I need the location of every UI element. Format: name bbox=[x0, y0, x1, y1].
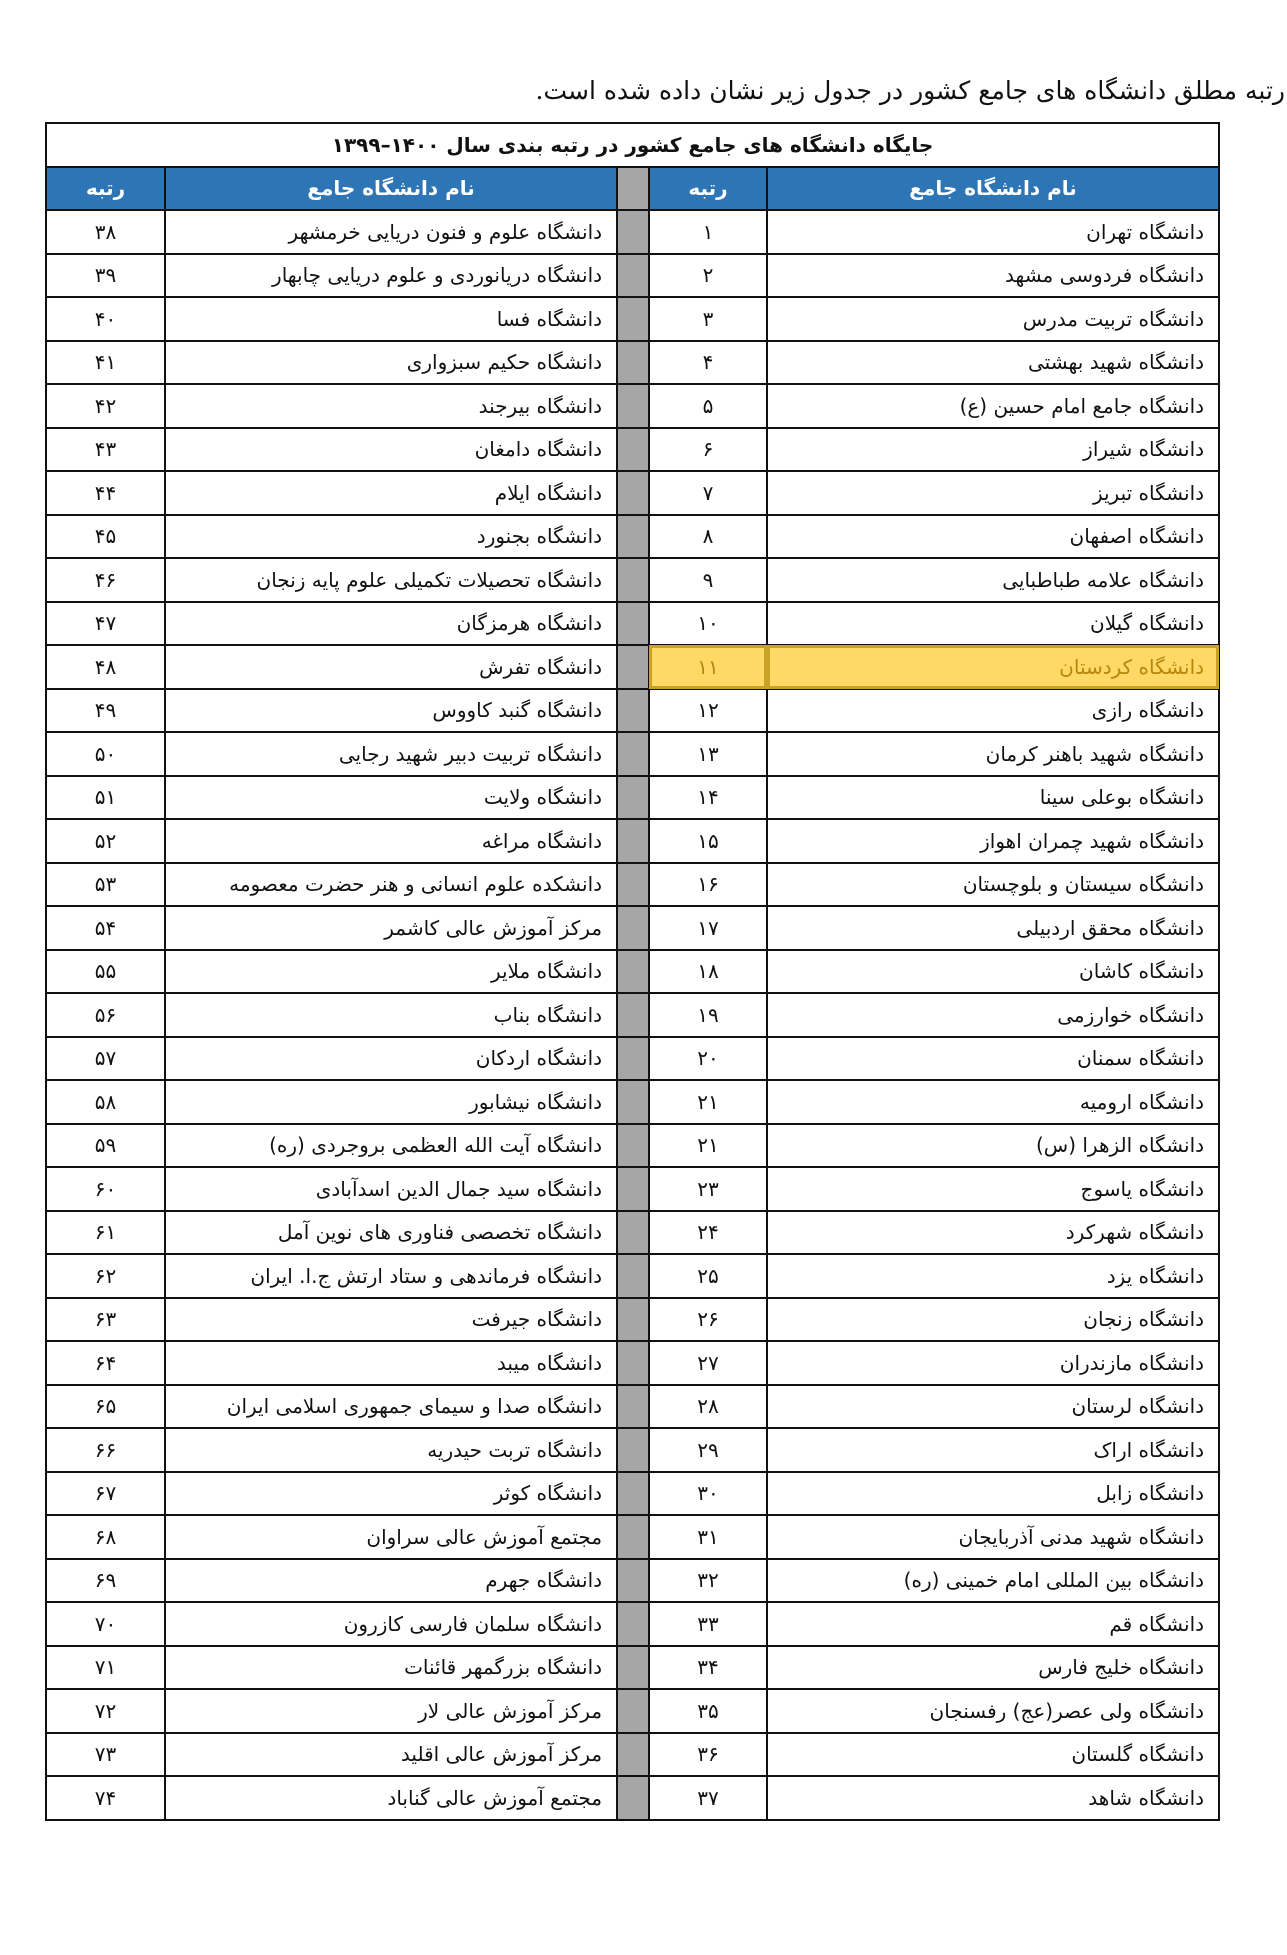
university-name: دانشگاه گلستان bbox=[767, 1733, 1219, 1777]
university-ranking-table bbox=[45, 122, 1220, 1821]
university-name: دانشگاه تفرش bbox=[165, 645, 617, 689]
column-separator bbox=[617, 1515, 649, 1559]
table-row bbox=[46, 1080, 1219, 1124]
column-separator bbox=[617, 1385, 649, 1429]
university-name: دانشگاه بناب bbox=[165, 993, 617, 1037]
table-row bbox=[46, 428, 1219, 472]
header-name-left: نام دانشگاه جامع bbox=[165, 167, 617, 211]
university-rank: ۷۲ bbox=[46, 1689, 165, 1733]
university-rank: ۴۹ bbox=[46, 689, 165, 733]
university-name: دانشگاه زابل bbox=[767, 1472, 1219, 1516]
university-name: دانشگاه ولایت bbox=[165, 776, 617, 820]
column-separator bbox=[617, 471, 649, 515]
table-row bbox=[46, 993, 1219, 1037]
university-rank: ۱۰ bbox=[649, 602, 767, 646]
column-separator bbox=[617, 1472, 649, 1516]
university-name: دانشگاه صدا و سیمای جمهوری اسلامی ایران bbox=[165, 1385, 617, 1429]
university-rank: ۴۰ bbox=[46, 297, 165, 341]
university-name: دانشگاه زنجان bbox=[767, 1298, 1219, 1342]
university-rank: ۳۱ bbox=[649, 1515, 767, 1559]
column-separator bbox=[617, 863, 649, 907]
table-row bbox=[46, 297, 1219, 341]
university-name: دانشگاه مراغه bbox=[165, 819, 617, 863]
university-name: دانشگاه تخصصی فناوری های نوین آمل bbox=[165, 1211, 617, 1255]
university-rank: ۵۹ bbox=[46, 1124, 165, 1168]
intro-text: رتبه مطلق دانشگاه های جامع کشور در جدول زیر نشان داده شده است. bbox=[535, 76, 1285, 105]
header-rank-right: رتبه bbox=[649, 167, 767, 211]
university-name: مجتمع آموزش عالی گناباد bbox=[165, 1776, 617, 1820]
table-title: جایگاه دانشگاه های جامع کشور در رتبه بندی سال ۱۴۰۰–۱۳۹۹ bbox=[46, 123, 1219, 167]
table-row bbox=[46, 1559, 1219, 1603]
university-rank: ۵۸ bbox=[46, 1080, 165, 1124]
column-separator bbox=[617, 1298, 649, 1342]
university-name: دانشگاه آیت الله العظمی بروجردی (ره) bbox=[165, 1124, 617, 1168]
table-row bbox=[46, 1602, 1219, 1646]
university-name: دانشگاه دامغان bbox=[165, 428, 617, 472]
university-rank: ۸ bbox=[649, 515, 767, 559]
university-rank: ۴۲ bbox=[46, 384, 165, 428]
university-name: دانشگاه جیرفت bbox=[165, 1298, 617, 1342]
table-row bbox=[46, 1646, 1219, 1690]
university-name: دانشگاه حکیم سبزواری bbox=[165, 341, 617, 385]
university-name: دانشگاه سید جمال الدین اسدآبادی bbox=[165, 1167, 617, 1211]
university-rank: ۲۴ bbox=[649, 1211, 767, 1255]
university-name: دانشگاه گیلان bbox=[767, 602, 1219, 646]
table-row bbox=[46, 1254, 1219, 1298]
table-row bbox=[46, 558, 1219, 602]
university-name: دانشگاه هرمزگان bbox=[165, 602, 617, 646]
university-rank: ۳۸ bbox=[46, 210, 165, 254]
university-name: دانشگاه کاشان bbox=[767, 950, 1219, 994]
university-rank: ۲۶ bbox=[649, 1298, 767, 1342]
column-separator bbox=[617, 776, 649, 820]
university-rank: ۵۴ bbox=[46, 906, 165, 950]
university-name: دانشگاه شاهد bbox=[767, 1776, 1219, 1820]
university-rank: ۴۷ bbox=[46, 602, 165, 646]
university-name: دانشگاه شهید باهنر کرمان bbox=[767, 732, 1219, 776]
university-rank: ۱۱ bbox=[649, 645, 767, 689]
university-name: دانشگاه شهید چمران اهواز bbox=[767, 819, 1219, 863]
university-rank: ۴۴ bbox=[46, 471, 165, 515]
column-separator bbox=[617, 1733, 649, 1777]
university-name: دانشگاه شیراز bbox=[767, 428, 1219, 472]
university-rank: ۵۱ bbox=[46, 776, 165, 820]
university-rank: ۱۷ bbox=[649, 906, 767, 950]
university-name: دانشگاه تبریز bbox=[767, 471, 1219, 515]
university-name: دانشگاه اردکان bbox=[165, 1037, 617, 1081]
university-name: دانشگاه ارومیه bbox=[767, 1080, 1219, 1124]
column-separator bbox=[617, 1646, 649, 1690]
university-rank: ۵۵ bbox=[46, 950, 165, 994]
university-name: مرکز آموزش عالی لار bbox=[165, 1689, 617, 1733]
university-rank: ۵ bbox=[649, 384, 767, 428]
column-separator bbox=[617, 1689, 649, 1733]
column-separator bbox=[617, 993, 649, 1037]
university-rank: ۴۳ bbox=[46, 428, 165, 472]
university-name: دانشگاه شهید بهشتی bbox=[767, 341, 1219, 385]
university-name: دانشگاه تحصیلات تکمیلی علوم پایه زنجان bbox=[165, 558, 617, 602]
university-rank: ۳۷ bbox=[649, 1776, 767, 1820]
header-rank-left: رتبه bbox=[46, 167, 165, 211]
university-rank: ۹ bbox=[649, 558, 767, 602]
university-rank: ۵۷ bbox=[46, 1037, 165, 1081]
university-name: دانشگاه فرماندهی و ستاد ارتش ج.ا. ایران bbox=[165, 1254, 617, 1298]
university-rank: ۷۳ bbox=[46, 1733, 165, 1777]
table-row bbox=[46, 602, 1219, 646]
table-row bbox=[46, 1298, 1219, 1342]
university-name: دانشگاه تربت حیدریه bbox=[165, 1428, 617, 1472]
university-rank: ۱۹ bbox=[649, 993, 767, 1037]
university-name: دانشگاه بزرگمهر قائنات bbox=[165, 1646, 617, 1690]
university-rank: ۵۳ bbox=[46, 863, 165, 907]
university-name: دانشگاه ملایر bbox=[165, 950, 617, 994]
table-row bbox=[46, 906, 1219, 950]
column-separator bbox=[617, 384, 649, 428]
university-rank: ۶۸ bbox=[46, 1515, 165, 1559]
column-separator bbox=[617, 558, 649, 602]
university-name: دانشگاه الزهرا (س) bbox=[767, 1124, 1219, 1168]
university-name: دانشگاه علامه طباطبایی bbox=[767, 558, 1219, 602]
university-name: دانشکده علوم انسانی و هنر حضرت معصومه bbox=[165, 863, 617, 907]
university-rank: ۱ bbox=[649, 210, 767, 254]
university-name: دانشگاه لرستان bbox=[767, 1385, 1219, 1429]
column-separator bbox=[617, 341, 649, 385]
university-rank: ۶۷ bbox=[46, 1472, 165, 1516]
table-row bbox=[46, 471, 1219, 515]
table-row bbox=[46, 863, 1219, 907]
university-name: دانشگاه سلمان فارسی کازرون bbox=[165, 1602, 617, 1646]
university-rank: ۱۳ bbox=[649, 732, 767, 776]
column-separator bbox=[617, 167, 649, 211]
university-name: دانشگاه میبد bbox=[165, 1341, 617, 1385]
column-separator bbox=[617, 950, 649, 994]
university-rank: ۴۶ bbox=[46, 558, 165, 602]
table-row bbox=[46, 1472, 1219, 1516]
table-row bbox=[46, 776, 1219, 820]
university-rank: ۴۱ bbox=[46, 341, 165, 385]
university-rank: ۶۰ bbox=[46, 1167, 165, 1211]
table-row bbox=[46, 210, 1219, 254]
university-rank: ۴ bbox=[649, 341, 767, 385]
university-name: دانشگاه ولی عصر(عج) رفسنجان bbox=[767, 1689, 1219, 1733]
university-rank: ۱۵ bbox=[649, 819, 767, 863]
column-separator bbox=[617, 428, 649, 472]
table-row bbox=[46, 1689, 1219, 1733]
table-row bbox=[46, 732, 1219, 776]
column-separator bbox=[617, 906, 649, 950]
university-name: دانشگاه فسا bbox=[165, 297, 617, 341]
university-name: دانشگاه رازی bbox=[767, 689, 1219, 733]
table-row bbox=[46, 341, 1219, 385]
university-name: دانشگاه یاسوج bbox=[767, 1167, 1219, 1211]
table-row bbox=[46, 1776, 1219, 1820]
university-name: دانشگاه اصفهان bbox=[767, 515, 1219, 559]
university-rank: ۲۸ bbox=[649, 1385, 767, 1429]
university-name: دانشگاه علوم و فنون دریایی خرمشهر bbox=[165, 210, 617, 254]
university-name: دانشگاه بوعلی سینا bbox=[767, 776, 1219, 820]
column-separator bbox=[617, 1776, 649, 1820]
university-name: دانشگاه تربیت دبیر شهید رجایی bbox=[165, 732, 617, 776]
column-separator bbox=[617, 297, 649, 341]
university-name: دانشگاه نیشابور bbox=[165, 1080, 617, 1124]
university-name: دانشگاه سیستان و بلوچستان bbox=[767, 863, 1219, 907]
column-separator bbox=[617, 210, 649, 254]
table-row bbox=[46, 1037, 1219, 1081]
university-name: مرکز آموزش عالی کاشمر bbox=[165, 906, 617, 950]
university-rank: ۱۲ bbox=[649, 689, 767, 733]
university-rank: ۲۵ bbox=[649, 1254, 767, 1298]
university-name: دانشگاه جامع امام حسین (ع) bbox=[767, 384, 1219, 428]
table-row bbox=[46, 689, 1219, 733]
university-name: دانشگاه یزد bbox=[767, 1254, 1219, 1298]
university-rank: ۲۱ bbox=[649, 1124, 767, 1168]
university-name: دانشگاه شهرکرد bbox=[767, 1211, 1219, 1255]
university-name: دانشگاه دریانوردی و علوم دریایی چابهار bbox=[165, 254, 617, 298]
university-name: دانشگاه اراک bbox=[767, 1428, 1219, 1472]
university-name: دانشگاه کوثر bbox=[165, 1472, 617, 1516]
university-rank: ۳ bbox=[649, 297, 767, 341]
university-rank: ۱۸ bbox=[649, 950, 767, 994]
university-name: دانشگاه بجنورد bbox=[165, 515, 617, 559]
university-name: دانشگاه تهران bbox=[767, 210, 1219, 254]
university-rank: ۳۰ bbox=[649, 1472, 767, 1516]
university-rank: ۳۲ bbox=[649, 1559, 767, 1603]
university-rank: ۲ bbox=[649, 254, 767, 298]
university-rank: ۵۲ bbox=[46, 819, 165, 863]
university-rank: ۳۶ bbox=[649, 1733, 767, 1777]
university-rank: ۶۵ bbox=[46, 1385, 165, 1429]
university-rank: ۴۸ bbox=[46, 645, 165, 689]
table-row bbox=[46, 1211, 1219, 1255]
column-separator bbox=[617, 515, 649, 559]
column-separator bbox=[617, 1211, 649, 1255]
university-name: دانشگاه قم bbox=[767, 1602, 1219, 1646]
university-name: دانشگاه خلیج فارس bbox=[767, 1646, 1219, 1690]
university-rank: ۶۶ bbox=[46, 1428, 165, 1472]
table-row bbox=[46, 1167, 1219, 1211]
table-row bbox=[46, 1124, 1219, 1168]
column-separator bbox=[617, 1428, 649, 1472]
table-row bbox=[46, 1428, 1219, 1472]
university-name: دانشگاه خوارزمی bbox=[767, 993, 1219, 1037]
university-rank: ۴۵ bbox=[46, 515, 165, 559]
university-rank: ۱۴ bbox=[649, 776, 767, 820]
column-separator bbox=[617, 254, 649, 298]
column-separator bbox=[617, 732, 649, 776]
university-rank: ۶۹ bbox=[46, 1559, 165, 1603]
table-row bbox=[46, 950, 1219, 994]
university-rank: ۳۵ bbox=[649, 1689, 767, 1733]
university-name: دانشگاه شهید مدنی آذربایجان bbox=[767, 1515, 1219, 1559]
university-rank: ۶۲ bbox=[46, 1254, 165, 1298]
header-name-right: نام دانشگاه جامع bbox=[767, 167, 1219, 211]
table-row bbox=[46, 384, 1219, 428]
university-rank: ۱۶ bbox=[649, 863, 767, 907]
university-rank: ۷۱ bbox=[46, 1646, 165, 1690]
column-separator bbox=[617, 1037, 649, 1081]
university-name: دانشگاه تربیت مدرس bbox=[767, 297, 1219, 341]
column-separator bbox=[617, 1559, 649, 1603]
university-name: دانشگاه مازندران bbox=[767, 1341, 1219, 1385]
table-row bbox=[46, 819, 1219, 863]
university-rank: ۶ bbox=[649, 428, 767, 472]
table-row bbox=[46, 254, 1219, 298]
university-name: دانشگاه فردوسی مشهد bbox=[767, 254, 1219, 298]
university-rank: ۷۴ bbox=[46, 1776, 165, 1820]
column-separator bbox=[617, 689, 649, 733]
column-separator bbox=[617, 819, 649, 863]
column-separator bbox=[617, 1602, 649, 1646]
column-separator bbox=[617, 1167, 649, 1211]
university-rank: ۷ bbox=[649, 471, 767, 515]
university-name: دانشگاه سمنان bbox=[767, 1037, 1219, 1081]
table-row bbox=[46, 1385, 1219, 1429]
table-row bbox=[46, 515, 1219, 559]
university-rank: ۲۱ bbox=[649, 1080, 767, 1124]
university-rank: ۳۳ bbox=[649, 1602, 767, 1646]
university-rank: ۶۳ bbox=[46, 1298, 165, 1342]
university-name: دانشگاه ایلام bbox=[165, 471, 617, 515]
university-rank: ۶۱ bbox=[46, 1211, 165, 1255]
university-rank: ۲۰ bbox=[649, 1037, 767, 1081]
university-rank: ۵۰ bbox=[46, 732, 165, 776]
column-separator bbox=[617, 645, 649, 689]
university-name: دانشگاه محقق اردبیلی bbox=[767, 906, 1219, 950]
university-rank: ۳۴ bbox=[649, 1646, 767, 1690]
university-rank: ۵۶ bbox=[46, 993, 165, 1037]
university-rank: ۲۹ bbox=[649, 1428, 767, 1472]
university-rank: ۲۳ bbox=[649, 1167, 767, 1211]
column-separator bbox=[617, 1080, 649, 1124]
university-name: دانشگاه جهرم bbox=[165, 1559, 617, 1603]
university-rank: ۲۷ bbox=[649, 1341, 767, 1385]
university-name: دانشگاه کردستان bbox=[767, 645, 1219, 689]
table-row bbox=[46, 645, 1219, 689]
university-name: دانشگاه بین المللی امام خمینی (ره) bbox=[767, 1559, 1219, 1603]
table-row bbox=[46, 1341, 1219, 1385]
table-row bbox=[46, 1733, 1219, 1777]
column-separator bbox=[617, 602, 649, 646]
column-separator bbox=[617, 1341, 649, 1385]
university-name: دانشگاه بیرجند bbox=[165, 384, 617, 428]
university-rank: ۶۴ bbox=[46, 1341, 165, 1385]
university-rank: ۷۰ bbox=[46, 1602, 165, 1646]
university-name: مجتمع آموزش عالی سراوان bbox=[165, 1515, 617, 1559]
university-name: دانشگاه گنبد کاووس bbox=[165, 689, 617, 733]
column-separator bbox=[617, 1254, 649, 1298]
university-name: مرکز آموزش عالی اقلید bbox=[165, 1733, 617, 1777]
university-rank: ۳۹ bbox=[46, 254, 165, 298]
column-separator bbox=[617, 1124, 649, 1168]
table-row bbox=[46, 1515, 1219, 1559]
